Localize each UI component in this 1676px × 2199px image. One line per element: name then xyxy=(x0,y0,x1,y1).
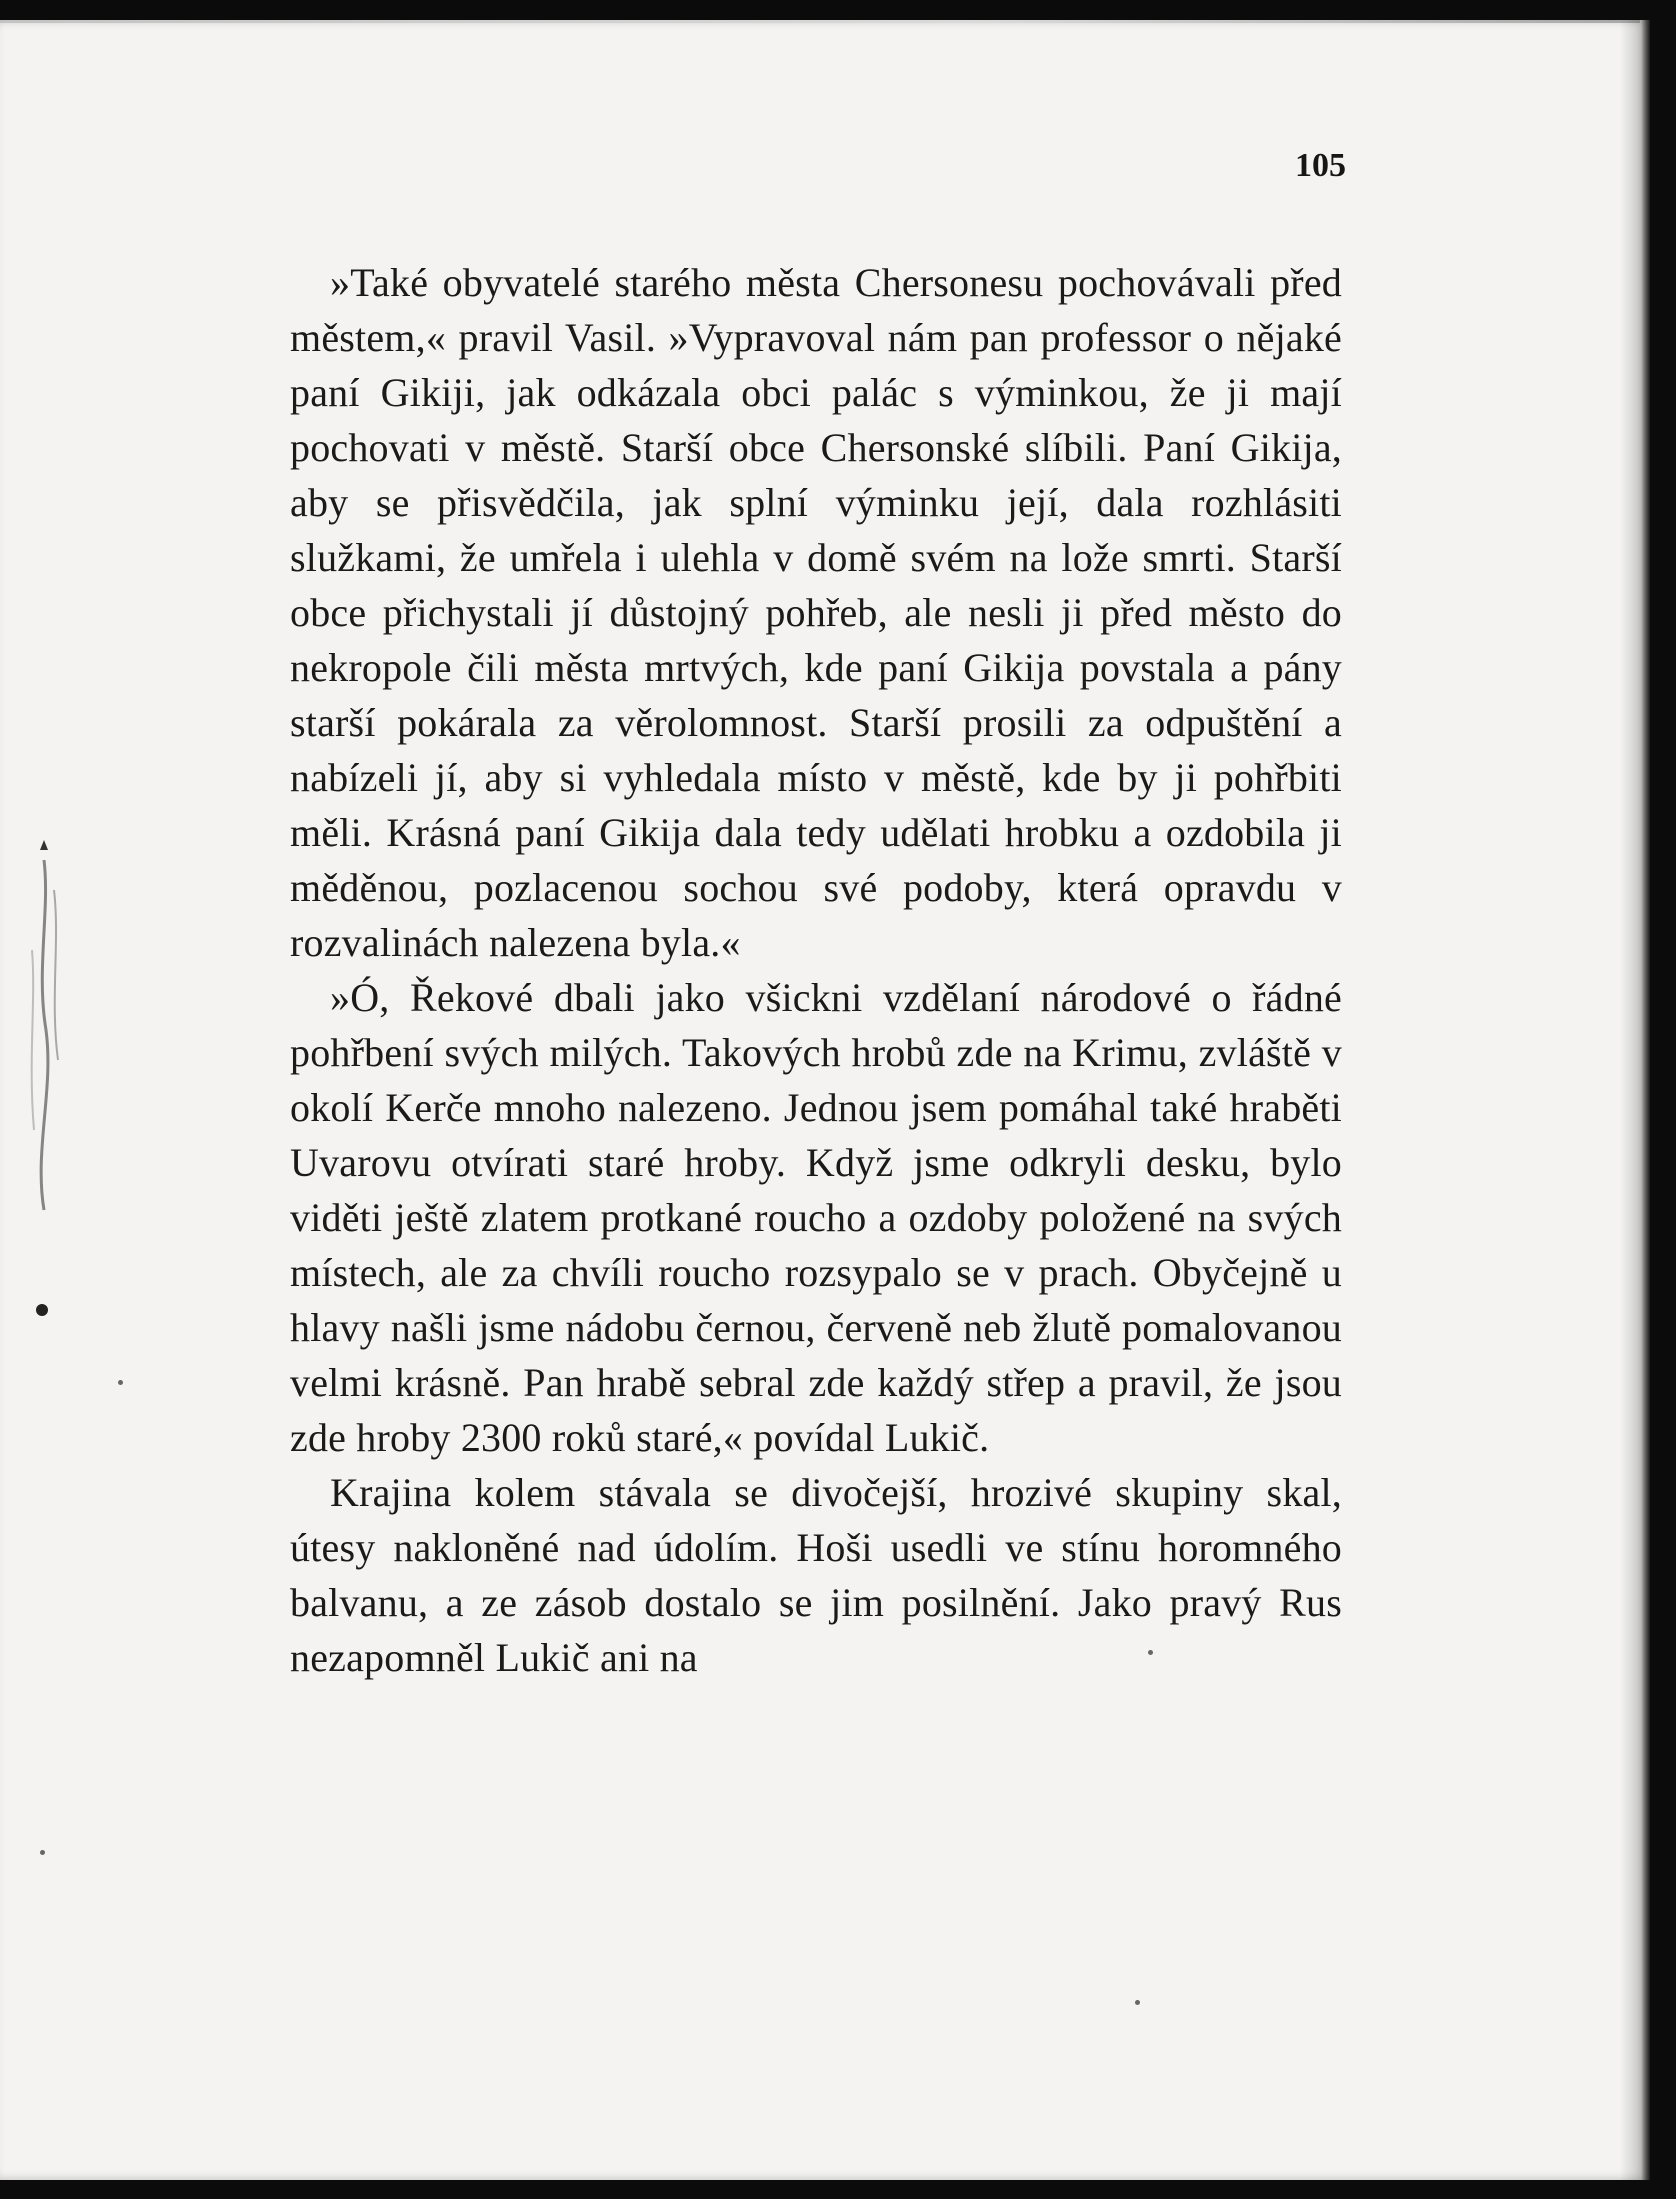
margin-pencil-marks xyxy=(10,830,80,1330)
stray-mark xyxy=(40,1850,45,1855)
paragraph: »Ó, Řekové dbali jako všickni vzdělaní národové o řádné pohřbení svých milých. Takových hrobů zde na Krimu, zvláště v okolí Kerče mnoho nalezeno. Jednou jsem pomáhal také hraběti Uvarovu otvírati staré hroby. Když jsme odkryli desku, bylo viděti ještě zlatem protkané roucho a ozdoby položené na svých místech, ale za chvíli roucho rozsypalo se v prach. Obyčejně u hlavy našli jsme nádobu černou, červeně neb žlutě pomalovanou velmi krásně. Pan hrabě sebral zde každý střep a pravil, že jsou zde hroby 2300 roků staré,« povídal Lukič. xyxy=(290,975,1342,1460)
stray-mark xyxy=(1135,2000,1140,2005)
stray-mark xyxy=(1148,1650,1153,1655)
body-text xyxy=(290,255,1342,1685)
page-right-edge-shadow xyxy=(1620,20,1650,2180)
paragraph: »Také obyvatelé starého města Chersonesu pochovávali před městem,« pravil Vasil. »Vypravoval nám pan professor o nějaké paní Gikiji, jak odkázala obci palác s výminkou, že ji mají pochovati v městě. Starší obce Chersonské slíbili. Paní Gikija, aby se přisvědčila, jak splní výminku její, dala rozhlásiti služkami, že umřela i ulehla v domě svém na lože smrti. Starší obce přichystali jí důstojný pohřeb, ale nesli ji před město do nekropole čili města mrtvých, kde paní Gikija povstala a pány starší pokárala za věrolomnost. Starší prosili za odpuštění a nabízeli jí, aby si vyhledala místo v městě, kde by ji pohřbiti měli. Krásná paní Gikija dala tedy udělati hrobku a ozdobila ji měděnou, pozlacenou sochou své podoby, která opravdu v rozvalinách nalezena byla.« xyxy=(290,260,1342,965)
paragraph: Krajina kolem stávala se divočejší, hrozivé skupiny skal, útesy nakloněné nad údolím. Hoši usedli ve stínu horomného balvanu, a ze zásob dostalo se jim posilnění. Jako pravý Rus nezapomněl Lukič ani na xyxy=(290,1470,1342,1680)
stray-mark xyxy=(118,1380,123,1385)
page-number: 105 xyxy=(1295,147,1346,184)
page-top-edge xyxy=(0,20,1640,23)
